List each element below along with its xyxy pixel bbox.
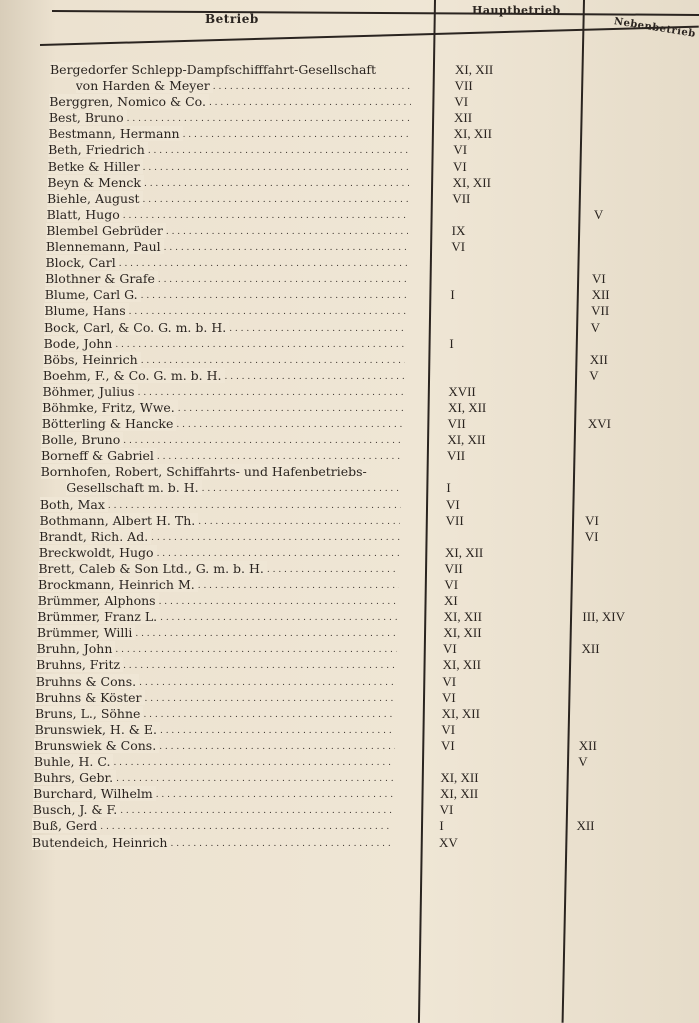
header-betrieb: Betrieb xyxy=(205,12,259,26)
row-name-text: Bruhn, John xyxy=(37,641,116,656)
row-name-text: Buß, Gerd xyxy=(32,818,100,833)
row-hauptbetrieb: VII xyxy=(445,512,464,528)
row-name xyxy=(49,126,411,142)
row-name xyxy=(43,352,404,368)
header-bottom-rule xyxy=(40,26,699,46)
row-name-text: Bruhns & Köster xyxy=(35,690,144,705)
row-name-text: Beyn & Menck xyxy=(47,175,144,190)
table-row xyxy=(0,706,699,722)
row-name xyxy=(42,416,403,432)
row-name xyxy=(38,577,399,593)
row-name-text: Berggren, Nomico & Co. xyxy=(49,94,209,109)
row-name xyxy=(76,78,412,94)
row-nebenbetrieb: VI xyxy=(584,528,599,544)
row-hauptbetrieb: XI, XII xyxy=(453,126,492,142)
row-name xyxy=(37,625,398,641)
table-row xyxy=(0,641,699,657)
row-name xyxy=(46,239,408,255)
row-hauptbetrieb: XI, XII xyxy=(447,432,486,448)
row-name xyxy=(49,94,411,110)
row-name xyxy=(38,561,399,577)
row-hauptbetrieb: VII xyxy=(454,78,473,94)
row-nebenbetrieb: XII xyxy=(581,641,600,657)
row-hauptbetrieb: XI, XII xyxy=(455,62,494,77)
row-name xyxy=(39,529,400,545)
row-name-text: Bötterling & Hancke xyxy=(42,416,177,431)
row-name-text: Betke & Hiller xyxy=(48,159,143,174)
row-hauptbetrieb: XI, XII xyxy=(440,786,479,802)
header-nebenbetrieb: Nebenbetrieb xyxy=(613,16,697,40)
row-name-text: Blennemann, Paul xyxy=(46,239,164,254)
table-row xyxy=(0,416,699,432)
row-nebenbetrieb: XII xyxy=(591,287,610,303)
row-name-text: Busch, J. & F. xyxy=(33,802,120,817)
row-hauptbetrieb: VI xyxy=(443,641,457,657)
table-row xyxy=(0,561,699,577)
table-row xyxy=(0,159,699,175)
row-name xyxy=(35,722,395,738)
row-name-text: Breckwoldt, Hugo xyxy=(39,545,157,560)
row-name-text: Brümmer, Franz L. xyxy=(37,609,160,624)
row-hauptbetrieb: XI, XII xyxy=(443,625,482,641)
row-hauptbetrieb: VII xyxy=(452,190,471,206)
row-name xyxy=(49,110,411,126)
row-name xyxy=(35,690,395,706)
row-name-text: Blembel Gebrüder xyxy=(46,223,166,238)
row-hauptbetrieb: VII xyxy=(447,448,466,464)
row-name-text: Bolle, Bruno xyxy=(41,432,123,447)
row-name xyxy=(48,142,410,158)
row-hauptbetrieb: VI xyxy=(439,802,454,818)
table-row xyxy=(0,62,699,78)
row-name xyxy=(50,62,412,78)
table-row xyxy=(0,142,699,158)
row-name xyxy=(34,738,394,754)
row-hauptbetrieb: VI xyxy=(454,94,469,110)
table-row xyxy=(0,529,699,545)
row-name xyxy=(45,271,406,287)
row-name-text: Buhrs, Gebr. xyxy=(34,770,117,785)
table-row xyxy=(0,786,699,802)
row-name-text: Bode, John xyxy=(44,336,116,351)
row-hauptbetrieb: VI xyxy=(451,239,466,255)
row-name-text: Brümmer, Willi xyxy=(37,625,135,640)
row-name xyxy=(32,818,392,834)
table-row xyxy=(0,255,699,271)
table-row xyxy=(0,336,699,352)
table-row xyxy=(0,368,699,384)
row-name xyxy=(34,754,394,770)
row-name xyxy=(47,191,409,207)
row-name xyxy=(37,641,398,657)
table-row xyxy=(0,464,699,480)
table-row xyxy=(0,674,699,690)
row-hauptbetrieb: XI, XII xyxy=(448,399,487,415)
row-hauptbetrieb: I xyxy=(439,818,444,834)
table-row xyxy=(0,432,699,448)
table-row xyxy=(0,657,699,673)
table-row xyxy=(0,239,699,255)
row-name-text: Bock, Carl, & Co. G. m. b. H. xyxy=(44,320,229,335)
row-nebenbetrieb: XII xyxy=(576,818,595,834)
row-hauptbetrieb: VI xyxy=(441,721,456,737)
table-row xyxy=(0,191,699,207)
row-hauptbetrieb: I xyxy=(450,287,455,303)
row-name-text: Brockmann, Heinrich M. xyxy=(38,577,198,592)
row-hauptbetrieb: XI, XII xyxy=(442,657,481,673)
table-row xyxy=(0,94,699,110)
table-row xyxy=(0,480,699,496)
row-name-text: Brümmer, Alphons xyxy=(38,593,159,608)
table-row xyxy=(0,593,699,609)
row-hauptbetrieb: XI, XII xyxy=(440,770,479,786)
table-row xyxy=(0,770,699,786)
row-name xyxy=(42,400,403,416)
table-row xyxy=(0,625,699,641)
row-name-text: Brunswiek & Cons. xyxy=(34,738,159,753)
table-row xyxy=(0,609,699,625)
row-hauptbetrieb: XI, XII xyxy=(452,174,491,190)
row-name xyxy=(36,657,396,673)
row-name-text: Bestmann, Hermann xyxy=(49,126,183,141)
table-row xyxy=(0,303,699,319)
row-name-text: Blatt, Hugo xyxy=(47,207,123,222)
row-hauptbetrieb: VI xyxy=(442,689,456,705)
table-row xyxy=(0,497,699,513)
row-name-text: Bergedorfer Schlepp-Dampfschifffahrt-Gesellschaft xyxy=(50,62,379,77)
row-name-text: Bruns, L., Söhne xyxy=(35,706,143,721)
row-hauptbetrieb: VI xyxy=(441,737,455,753)
row-hauptbetrieb: I xyxy=(446,480,451,496)
row-nebenbetrieb: V xyxy=(589,367,599,383)
top-rule xyxy=(52,10,699,16)
row-name-text: Both, Max xyxy=(40,497,108,512)
row-name-text: Beth, Friedrich xyxy=(48,142,148,157)
row-name-text: Best, Bruno xyxy=(49,110,127,125)
row-name xyxy=(45,287,406,303)
header-hauptbetrieb: Hauptbetrieb xyxy=(472,4,561,17)
row-nebenbetrieb: V xyxy=(578,754,588,770)
table-row xyxy=(0,545,699,561)
row-name xyxy=(37,609,398,625)
row-name xyxy=(41,448,402,464)
row-nebenbetrieb: V xyxy=(593,206,604,222)
table-row xyxy=(0,690,699,706)
row-hauptbetrieb: XVII xyxy=(448,383,476,399)
table-row xyxy=(0,352,699,368)
row-name xyxy=(34,770,394,786)
table-row xyxy=(0,400,699,416)
row-name xyxy=(40,513,401,529)
row-name-text: Blothner & Grafe xyxy=(45,271,158,286)
row-name-text: Burchard, Wilhelm xyxy=(33,786,156,801)
row-name-text: Butendeich, Heinrich xyxy=(32,835,170,850)
row-name xyxy=(33,802,393,818)
row-name-text: Böhmke, Fritz, Wwe. xyxy=(42,400,178,415)
row-name xyxy=(48,159,410,175)
row-name xyxy=(39,545,400,561)
row-name-text: Bornhofen, Robert, Schiffahrts- und Hafenbetriebs- xyxy=(41,464,370,479)
row-name xyxy=(40,497,401,513)
table-row xyxy=(0,738,699,754)
row-nebenbetrieb: XII xyxy=(578,737,597,753)
row-hauptbetrieb: XI, XII xyxy=(445,544,484,560)
row-name-text: Block, Carl xyxy=(46,255,119,270)
row-name-text: Gesellschaft m. b. H. xyxy=(66,480,201,495)
row-name-text: von Harden & Meyer xyxy=(76,78,213,93)
row-name-text: Buhle, H. C. xyxy=(34,754,114,769)
row-name xyxy=(36,674,396,690)
row-name xyxy=(44,336,405,352)
row-hauptbetrieb: VI xyxy=(453,158,467,174)
table-row xyxy=(0,384,699,400)
row-name-text: Böhmer, Julius xyxy=(43,384,138,399)
row-name xyxy=(47,207,409,223)
row-name xyxy=(35,706,395,722)
row-name xyxy=(32,835,392,851)
row-hauptbetrieb: XI, XII xyxy=(443,609,482,625)
row-hauptbetrieb: XI, XII xyxy=(441,705,480,721)
row-name xyxy=(46,223,408,239)
row-hauptbetrieb: I xyxy=(449,335,454,351)
row-name xyxy=(43,384,404,400)
table-row xyxy=(0,448,699,464)
row-name-text: Boehm, F., & Co. G. m. b. H. xyxy=(43,368,225,383)
row-name xyxy=(41,464,402,480)
row-name-text: Bruhns & Cons. xyxy=(36,674,139,689)
table-row xyxy=(0,110,699,126)
row-name-text: Blume, Hans xyxy=(44,303,128,318)
row-name xyxy=(43,368,404,384)
row-name-text: Blume, Carl G. xyxy=(45,287,141,302)
table-row xyxy=(0,835,699,851)
table-row xyxy=(0,271,699,287)
row-hauptbetrieb: VII xyxy=(444,560,463,576)
row-name xyxy=(47,175,409,191)
table-row xyxy=(0,818,699,834)
row-name xyxy=(46,255,408,271)
row-name-text: Bruhns, Fritz xyxy=(36,657,123,672)
row-hauptbetrieb: VI xyxy=(442,673,457,689)
row-name-text: Bothmann, Albert H. Th. xyxy=(40,513,199,528)
table-row xyxy=(0,175,699,191)
table-row xyxy=(0,754,699,770)
row-hauptbetrieb: IX xyxy=(451,222,466,238)
table-row xyxy=(0,287,699,303)
row-hauptbetrieb: VII xyxy=(447,416,466,432)
ledger-rows xyxy=(0,62,699,851)
row-name-text: Brunswiek, H. & E. xyxy=(35,722,160,737)
row-hauptbetrieb: XI xyxy=(444,593,458,609)
row-name xyxy=(41,432,402,448)
table-row xyxy=(0,577,699,593)
row-nebenbetrieb: XVI xyxy=(587,416,612,432)
row-nebenbetrieb: XII xyxy=(589,351,608,367)
row-name-text: Borneff & Gabriel xyxy=(41,448,157,463)
row-name-text: Böbs, Heinrich xyxy=(43,352,140,367)
row-name xyxy=(44,320,405,336)
row-name xyxy=(44,303,405,319)
table-row xyxy=(0,78,699,94)
table-row xyxy=(0,207,699,223)
row-nebenbetrieb: VI xyxy=(585,512,599,528)
row-hauptbetrieb: VI xyxy=(446,496,460,512)
table-row xyxy=(0,320,699,336)
row-name-text: Biehle, August xyxy=(47,191,143,206)
row-nebenbetrieb: VII xyxy=(591,303,610,319)
table-row xyxy=(0,223,699,239)
row-name xyxy=(66,480,401,496)
row-hauptbetrieb: XII xyxy=(454,110,473,126)
row-hauptbetrieb: VI xyxy=(444,577,459,592)
row-hauptbetrieb: VI xyxy=(453,142,468,158)
table-row xyxy=(0,802,699,818)
row-nebenbetrieb: VI xyxy=(592,271,606,287)
table-row xyxy=(0,513,699,529)
row-name-text: Brett, Caleb & Son Ltd., G. m. b. H. xyxy=(38,561,267,576)
row-name xyxy=(33,786,393,802)
row-nebenbetrieb: III, XIV xyxy=(582,609,625,625)
row-hauptbetrieb: XV xyxy=(439,834,458,850)
row-name-text: Brandt, Rich. Ad. xyxy=(39,529,151,544)
row-name xyxy=(38,593,399,609)
table-row xyxy=(0,126,699,142)
row-nebenbetrieb: V xyxy=(590,319,601,335)
table-row xyxy=(0,722,699,738)
